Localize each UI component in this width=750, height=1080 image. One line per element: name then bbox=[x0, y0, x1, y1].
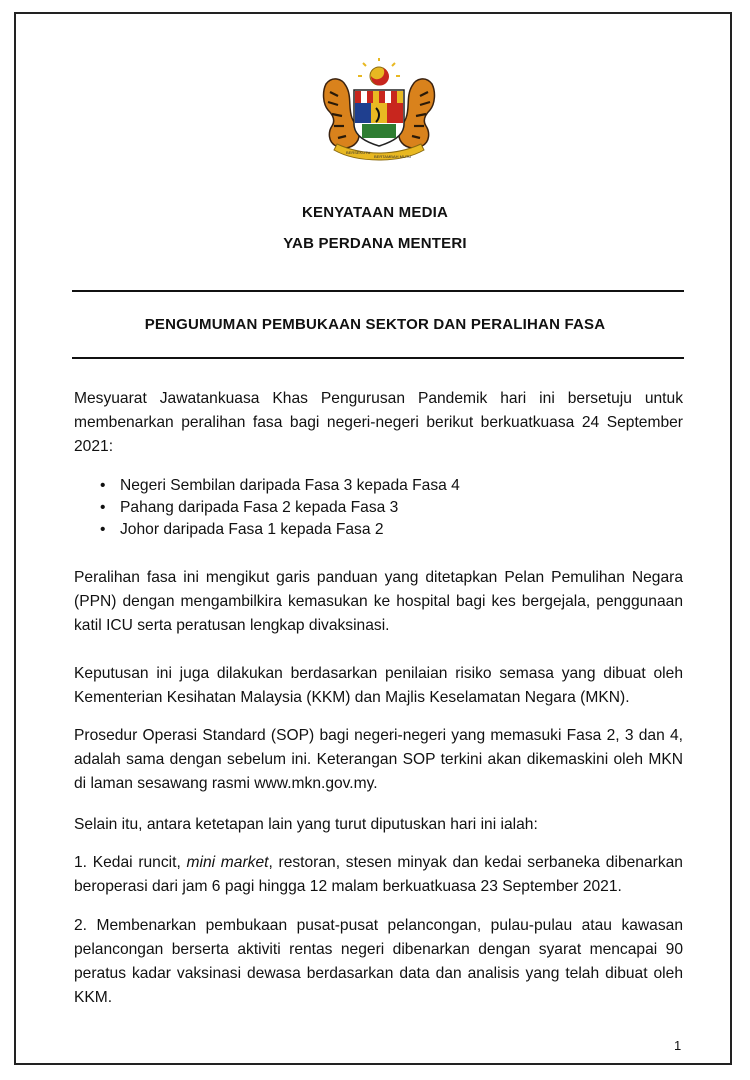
transition-basis-paragraph: Peralihan fasa ini mengikut garis panduan yang ditetapkan Pelan Pemulihan Negara (PPN) dengan mengambilkira kemasukan ke hospital bagi kes bergejala, penggunaan katil ICU serta peratusan lengkap divaksinasi. bbox=[74, 569, 683, 634]
other-decisions-intro: Selain itu, antara ketetapan lain yang turut diputuskan hari ini ialah: bbox=[74, 816, 538, 833]
coat-of-arms-logo bbox=[314, 58, 444, 166]
decision-item-2: 2. Membenarkan pembukaan pusat-pusat pelancongan, pulau-pulau atau kawasan pelancongan berserta aktiviti rentas negeri dibenarkan dengan syarat mencapai 90 peratus kadar vaksinasi dewasa berdasarkan data dan analisis yang telah dibuat oleh KKM. bbox=[74, 917, 683, 1006]
crest-motto-right: BERTAMBAH MUTU bbox=[374, 154, 412, 159]
decision-item-1-prefix: 1. Kedai runcit, bbox=[74, 854, 187, 871]
top-divider bbox=[72, 290, 684, 292]
decision-item-1-italic: mini market bbox=[186, 854, 269, 871]
phase-change-item: • Pahang daripada Fasa 2 kepada Fasa 3 bbox=[74, 497, 683, 519]
sop-paragraph: Prosedur Operasi Standard (SOP) bagi negeri-negeri yang memasuki Fasa 2, 3 dan 4, adalah sama dengan sebelum ini. Keterangan SOP terkini akan dikemaskini oleh MKN di laman sesawang rasmi www.mkn.gov.my. bbox=[74, 727, 683, 792]
announcement-title: PENGUMUMAN PEMBUKAAN SEKTOR DAN PERALIHAN FASA bbox=[144, 316, 606, 333]
decision-basis-paragraph: Keputusan ini juga dilakukan berdasarkan penilaian risiko semasa yang dibuat oleh Kementerian Kesihatan Malaysia (KKM) dan Majlis Keselamatan Negara (MKN). bbox=[74, 665, 683, 706]
phase-change-item: • Negeri Sembilan daripada Fasa 3 kepada Fasa 4 bbox=[74, 475, 683, 497]
decision-item-1-suffix: , restoran, stesen minyak dan kedai serbaneka dibenarkan beroperasi dari jam 6 pagi hingga 12 malam berkuatkuasa 23 September 2021. bbox=[74, 854, 683, 895]
document-subtitle: YAB PERDANA MENTERI bbox=[283, 235, 467, 252]
document-title: KENYATAAN MEDIA bbox=[301, 204, 449, 221]
bottom-divider bbox=[72, 357, 684, 359]
decision-item-1 bbox=[74, 851, 683, 899]
crest-motto-left: BERSEKUTU bbox=[346, 150, 371, 155]
phase-change-item: • Johor daripada Fasa 1 kepada Fasa 2 bbox=[74, 519, 683, 541]
phase-change-list bbox=[74, 475, 683, 541]
intro-paragraph: Mesyuarat Jawatankuasa Khas Pengurusan Pandemik hari ini bersetuju untuk membenarkan peralihan fasa bagi negeri-negeri berikut berkuatkuasa 24 September 2021: bbox=[74, 390, 683, 455]
page-number: 1 bbox=[674, 1038, 682, 1053]
